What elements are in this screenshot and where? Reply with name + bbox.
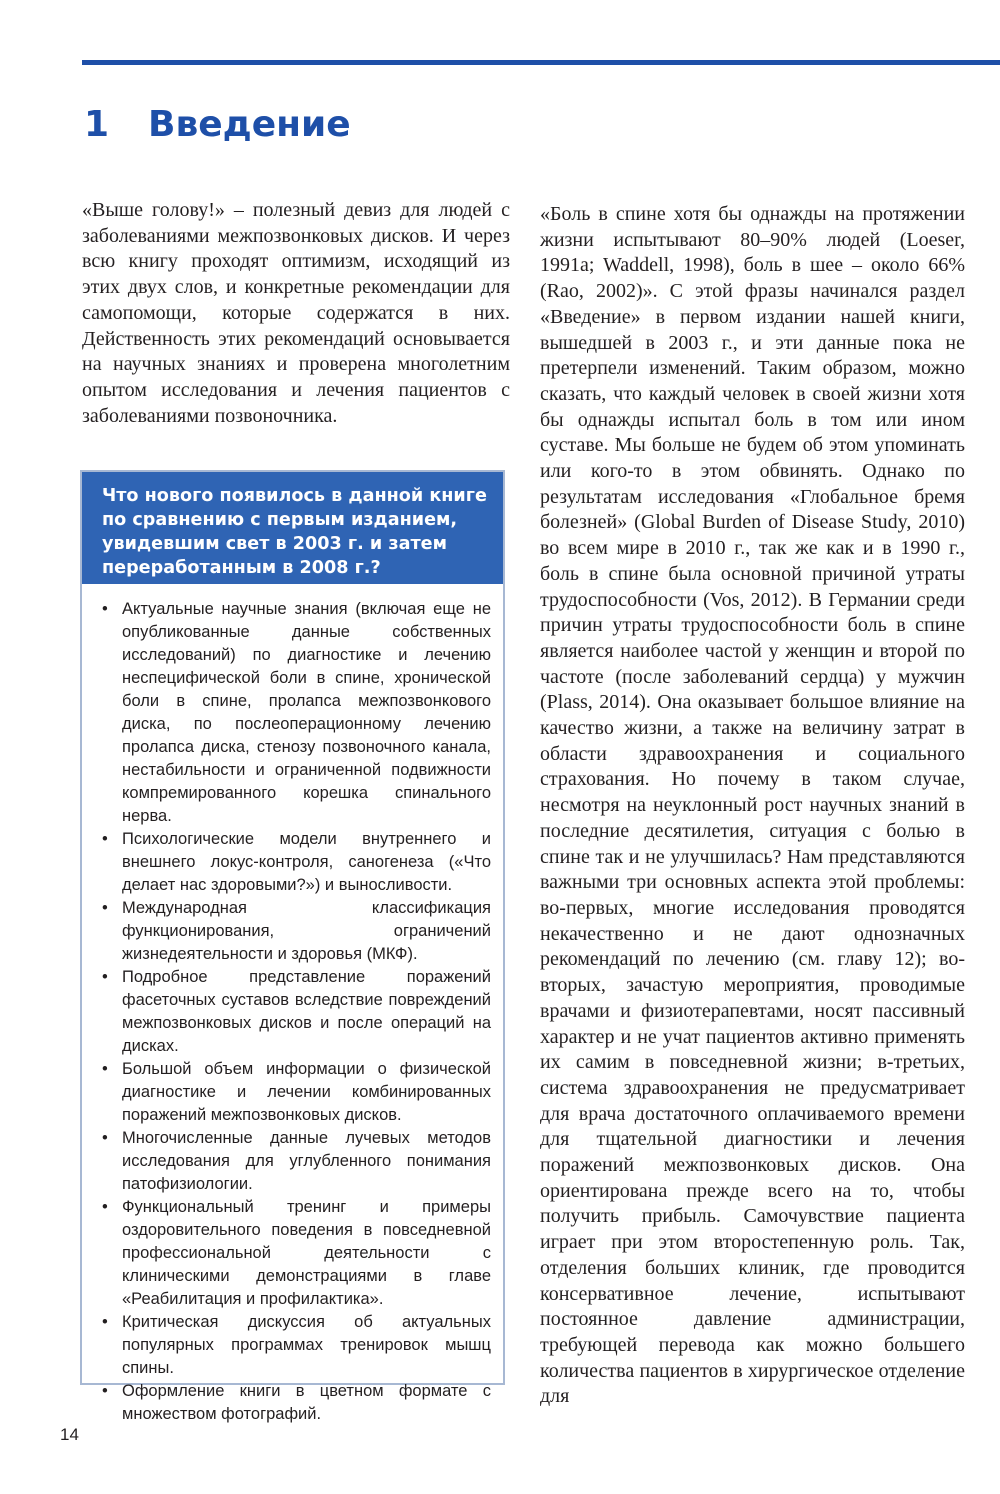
bullet: • xyxy=(102,1060,108,1078)
bullet: • xyxy=(102,1129,108,1147)
list-item-text: Большой объем информации о физической диагностике и лечении комбинированных поражений межпозвонковых дисков. xyxy=(122,1060,491,1124)
chapter-number: 1 xyxy=(84,104,110,145)
list-item-text: Психологические модели внутреннего и внешнего локус-контроля, саногенеза («Что делает нас здоровыми?») и выносливости. xyxy=(122,830,491,894)
list-item xyxy=(102,1127,491,1196)
list-item xyxy=(102,828,491,897)
list-item-text: Многочисленные данные лучевых методов исследования для углубленного понимания патофизиологии. xyxy=(122,1129,491,1193)
list-item xyxy=(102,1058,491,1127)
right-column xyxy=(540,202,965,1410)
whats-new-box xyxy=(80,470,505,1423)
list-item xyxy=(102,598,491,828)
list-item-text: Оформление книги в цветном формате с множеством фотографий. xyxy=(122,1382,491,1423)
list-item xyxy=(102,897,491,966)
list-item xyxy=(102,1380,491,1426)
bullet: • xyxy=(102,600,108,618)
list-item xyxy=(102,1311,491,1380)
left-column xyxy=(82,198,510,429)
bullet: • xyxy=(102,899,108,917)
whats-new-title: Что нового появилось в данной книге по сравнению с первым изданием, увидевшим свет в 2003 г. и затем переработанным в 2008 г.? xyxy=(82,472,503,584)
list-item xyxy=(102,966,491,1058)
list-item xyxy=(102,1196,491,1311)
bullet: • xyxy=(102,1198,108,1216)
page-number: 14 xyxy=(60,1425,79,1444)
list-item-text: Актуальные научные знания (включая еще не опубликованные данные собственных исследований) по диагностике и лечению неспецифической боли в спине, хронической боли в спине, пролапса межпозвонкового диска, по послеоперационному лечению пролапса диска, стенозу позвоночного канала, нестабильности и ограниченной подвижности компремированного корешка спинального нерва. xyxy=(122,600,491,825)
list-item-text: Подробное представление поражений фасеточных суставов вследствие повреждений межпозвонковых дисков и после операций на дисках. xyxy=(122,968,491,1055)
list-item-text: Критическая дискуссия об актуальных популярных программах тренировок мышц спины. xyxy=(122,1313,491,1377)
chapter-title: Введение xyxy=(148,104,351,145)
bullet: • xyxy=(102,1382,108,1400)
whats-new-list xyxy=(82,584,503,1426)
intro-paragraph: «Выше голову!» – полезный девиз для людей с заболеваниями межпозвонковых дисков. И через всю книгу проходят оптимизм, исходящий из этих двух слов, и конкретные рекомендации для самопомощи, которые содержатся в них. Действенность этих рекомендаций основывается на научных знаниях и проверена многолетним опытом исследования и лечения пациентов с заболеваниями позвоночника. xyxy=(82,199,510,427)
bullet: • xyxy=(102,830,108,848)
bullet: • xyxy=(102,1313,108,1331)
bullet: • xyxy=(102,968,108,986)
list-item-text: Функциональный тренинг и примеры оздоровительного поведения в повседневной профессиональной деятельности с клиническими демонстрациями в главе «Реабилитация и профилактика». xyxy=(122,1198,491,1308)
right-column-paragraph: «Боль в спине хотя бы однажды на протяжении жизни испытывают 80–90% людей (Loeser, 1991a; Waddell, 1998), боль в шее – около 66% (Rao, 2002)». С этой фразы начинался раздел «Введение» в первом издании нашей книги, вышедшей в 2003 г., и эти данные пока не претерпели изменений. Таким образом, можно сказать, что каждый человек в своей жизни хотя бы однажды испытал боль в том или ином суставе. Мы больше не будем об этом упоминать или кого-то в этом обвинять. Однако по результатам исследования «Глобальное бремя болезней» (Global Burden of Disease Study, 2010) во всем мире в 2010 г., так же как и в 1990 г., боль в спине была основной причиной утраты трудоспособности (Vos, 2012). В Германии среди причин утраты трудоспособности боль в спине является наиболее частой у женщин и второй по частоте (после заболеваний сердца) у мужчин (Plass, 2014). Она оказывает большое влияние на качество жизни, а также на величину затрат в области здравоохранения и социального страхования. Но почему в таком случае, несмотря на неуклонный рост научных знаний в последние десятилетия, ситуация с болью в спине так и не улучшилась? Нам представляются важными три основных аспекта этой проблемы: во-первых, многие исследования проводятся некачественно и не дают однозначных рекомендаций по лечению (см. главу 12); во-вторых, зачастую мероприятия, проводимые врачами и физиотерапевтами, носят пассивный характер и не учат пациентов активно применять их самим в повседневной жизни; в-третьих, система здравоохранения не предусматривает для врача достаточного оплачиваемого времени для тщательной диагностики и лечения поражений межпозвонковых дисков. Она ориентирована прежде всего на то, чтобы получить прибыль. Самочувствие пациента играет при этом второстепенную роль. Так, отделения больших клиник, где проводится консервативное лечение, испытывают постоянное давление администрации, требующей перевода как можно большего количества пациентов в хирургическое отделение для xyxy=(540,203,965,1408)
top-rule xyxy=(82,60,1000,65)
list-item-text: Международная классификация функционирования, ограничений жизнедеятельности и здоровья (МКФ). xyxy=(122,899,491,963)
chapter-heading xyxy=(84,100,351,150)
